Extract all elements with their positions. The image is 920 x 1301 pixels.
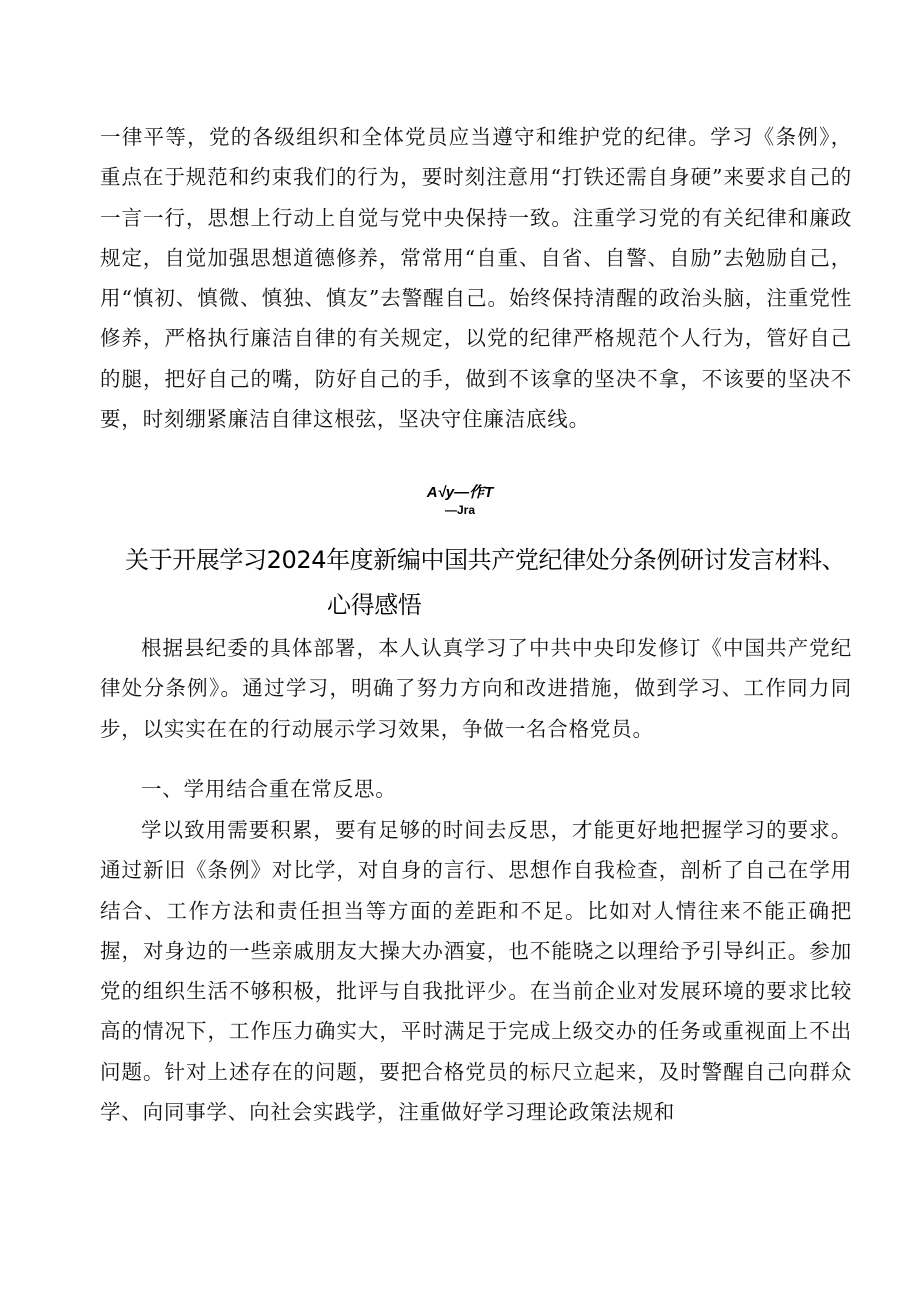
- article-title-line-1: 关于开展学习2024年度新编中国共产党纪律处分条例研讨发言材料、: [125, 546, 846, 574]
- body-paragraph-3: 学以致用需要积累，要有足够的时间去反思，才能更好地把握学习的要求。通过新旧《条例》对比学，对自身的言行、思想作自我检查，剖析了自己在学用结合、工作方法和责任担当等方面的差距和不足。比如对人情往来不能正确把握，对身边的一些亲戚朋友大操大办酒宴，也不能晓之以理给予引导纠正。参加党的组织生活不够积极，批评与自我批评少。在当前企业对发展环境的要求比较高的情况下，工作压力确实大，平时满足于完成上级交办的任务或重视面上不出问题。针对上述存在的问题，要把合格党员的标尺立起来，及时警醒自己向群众学、向同事学、向社会实践学，注重做好学习理论政策法规和: [100, 818, 852, 1125]
- section-heading-1: 一、学用结合重在常反思。: [141, 777, 397, 801]
- body-paragraph-1: 一律平等，党的各级组织和全体党员应当遵守和维护党的纪律。学习《条例》，重点在于规范和约束我们的行为，要时刻注意用“打铁还需自身硬”来要求自己的一言一行，思想上行动上自觉与党中央保持一致。注重学习党的有关纪律和廉政规定，自觉加强思想道德修养，常常用“自重、自省、自警、自励”去勉励自己，用“慎初、慎微、慎独、慎友”去警醒自己。始终保持清醒的政治头脑，注重党性修养，严格执行廉洁自律的有关规定，以党的纪律严格规范个人行为，管好自己的腿，把好自己的嘴，防好自己的手，做到不该拿的坚决不拿，不该要的坚决不要，时刻绷紧廉洁自律这根弦，坚决守住廉洁底线。: [100, 125, 852, 432]
- body-paragraph-2: 根据县纪委的具体部署，本人认真学习了中共中央印发修订《中国共产党纪律处分条例》。通过学习，明确了努力方向和改进措施，做到学习、工作同力同步，以实实在在的行动展示学习效果，争做一名合格党员。: [100, 636, 852, 741]
- divider-mark-top: A√y—作T: [426, 484, 494, 501]
- divider-mark-bottom: —Jra: [444, 503, 476, 517]
- article-title-line-2: 心得感悟: [327, 591, 422, 619]
